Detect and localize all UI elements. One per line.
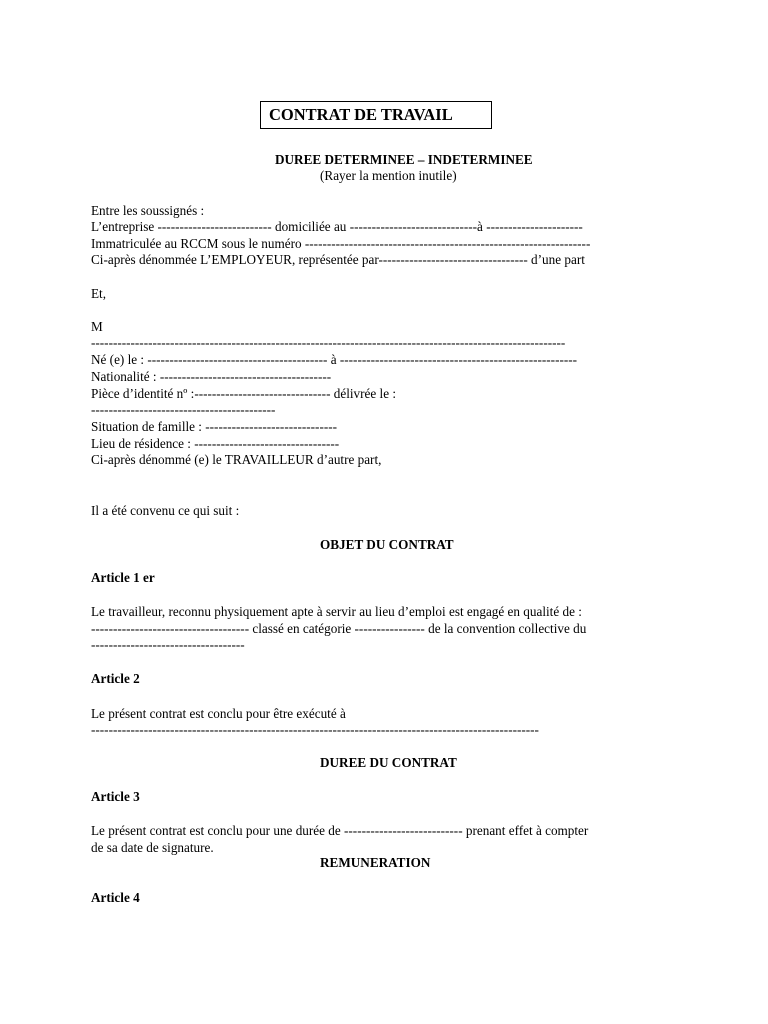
worker-designation-line: Ci-après dénommé (e) le TRAVAILLEUR d’autre part, bbox=[91, 452, 382, 467]
article-2-text: Le présent contrat est conclu pour être exécuté à bbox=[91, 706, 346, 721]
section-heading-objet: OBJET DU CONTRAT bbox=[320, 537, 454, 552]
document-title: CONTRAT DE TRAVAIL bbox=[260, 101, 492, 129]
worker-family-line: Situation de famille : ------------------------------ bbox=[91, 419, 338, 434]
article-1-heading: Article 1 er bbox=[91, 570, 155, 585]
article-1-text: Le travailleur, reconnu physiquement apte à servir au lieu d’emploi est engagé en qualité de : bbox=[91, 604, 582, 619]
section-heading-duree: DUREE DU CONTRAT bbox=[320, 755, 457, 770]
worker-residence-line: Lieu de résidence : --------------------------------- bbox=[91, 436, 340, 451]
article-1-category-line: ------------------------------------ classé en catégorie ---------------- de la convention collective du bbox=[91, 621, 587, 636]
employer-company-line: L’entreprise -------------------------- domiciliée au -----------------------------à ---------------------- bbox=[91, 219, 583, 234]
worker-id-date-blank: ------------------------------------------ bbox=[91, 402, 276, 417]
worker-nationality-line: Nationalité : --------------------------------------- bbox=[91, 369, 332, 384]
article-2-heading: Article 2 bbox=[91, 671, 140, 686]
employer-designation-line: Ci-après dénommée L’EMPLOYEUR, représentée par---------------------------------- d’une part bbox=[91, 252, 585, 267]
worker-name-blank: ------------------------------------------------------------------------------------------------------------ bbox=[91, 335, 566, 350]
agreement-intro: Il a été convenu ce qui suit : bbox=[91, 503, 240, 518]
article-3-heading: Article 3 bbox=[91, 789, 140, 804]
contract-type-note: (Rayer la mention inutile) bbox=[320, 168, 457, 183]
article-1-convention-blank: ----------------------------------- bbox=[91, 637, 245, 652]
section-heading-remuneration: REMUNERATION bbox=[320, 855, 431, 870]
parties-intro: Entre les soussignés : bbox=[91, 203, 205, 218]
article-4-heading: Article 4 bbox=[91, 890, 140, 905]
article-3-text-continued: de sa date de signature. bbox=[91, 840, 214, 855]
contract-type-heading: DUREE DETERMINEE – INDETERMINEE bbox=[275, 152, 533, 167]
worker-birth-line: Né (e) le : ----------------------------------------- à ------------------------------------------------------ bbox=[91, 352, 578, 367]
worker-id-line: Pièce d’identité nº :------------------------------- délivrée le : bbox=[91, 386, 397, 401]
worker-name-label: M bbox=[91, 319, 103, 334]
and-line: Et, bbox=[91, 286, 107, 301]
employer-rccm-line: Immatriculée au RCCM sous le numéro ----------------------------------------------------------------- bbox=[91, 236, 591, 251]
article-3-text: Le présent contrat est conclu pour une durée de --------------------------- prenant effet à compter bbox=[91, 823, 589, 838]
article-2-place-blank: ------------------------------------------------------------------------------------------------------ bbox=[91, 722, 539, 737]
